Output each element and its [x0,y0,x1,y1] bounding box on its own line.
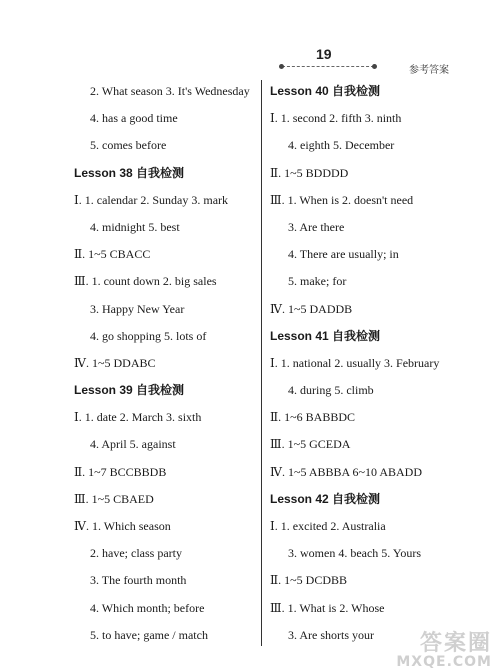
answer-section-row: Ⅱ. 1~7 BCCBBDB [74,464,167,479]
answer-section-row: Ⅰ. 1. date 2. March 3. sixth [74,410,202,425]
answer-section-row: Ⅳ. 1~5 ABBBA 6~10 ABADD [270,464,422,479]
lesson-heading: Lesson 42 自我检测 [270,491,381,506]
header-label: 参考答案 [409,65,449,76]
answer-item-row: 4. There are usually; in [288,247,399,262]
answer-item-row: 3. The fourth month [90,573,187,588]
answer-item-row: 4. during 5. climb [288,383,374,398]
lesson-heading: Lesson 40 自我检测 [270,84,381,98]
answer-section-row: Ⅱ. 1~5 CBACC [74,247,151,262]
answer-item-row: 5. to have; game / match [90,627,208,642]
page-header [0,44,500,74]
right-column [270,78,500,649]
answer-section-row: Ⅳ. 1. Which season [74,519,171,533]
lesson-heading: Lesson 39 自我检测 [74,383,185,398]
answer-section-row: Ⅲ. 1~5 CBAED [74,491,154,506]
lesson-heading: Lesson 38 自我检测 [74,165,185,180]
watermark-top: 答案圈 [419,631,492,656]
answer-item-row: 2. What season 3. It's Wednesday [90,84,250,98]
answer-section-row: Ⅰ. 1. excited 2. Australia [270,519,386,533]
answer-item-row: 3. women 4. beach 5. Yours [288,546,421,561]
answer-section-row: Ⅰ. 1. calendar 2. Sunday 3. mark [74,192,229,207]
answer-section-row: Ⅲ. 1. count down 2. big sales [74,274,217,289]
answer-item-row: 4. go shopping 5. lots of [90,328,207,343]
answer-item-row: 5. make; for [288,274,347,289]
answer-section-row: Ⅱ. 1~5 DCDBB [270,573,347,588]
answer-section-row: Ⅲ. 1. When is 2. doesn't need [270,192,414,207]
answer-section-row: Ⅱ. 1~6 BABBDC [270,410,355,425]
answer-section-row: Ⅳ. 1~5 DADDB [270,301,353,316]
answer-item-row: 3. Happy New Year [90,301,185,316]
answer-item-row: 5. comes before [90,138,167,153]
answer-item-row: 4. Which month; before [90,600,205,615]
answer-section-row: Ⅱ. 1~5 BDDDD [270,165,349,180]
watermark-logo [396,633,492,669]
answer-section-row: Ⅰ. 1. second 2. fifth 3. ninth [270,111,402,126]
header-dashed-rule [282,66,374,67]
answer-section-row: Ⅲ. 1~5 GCEDA [270,437,351,452]
answer-item-row: 4. has a good time [90,111,178,126]
answer-item-row: 2. have; class party [90,546,182,561]
answer-item-row: 4. April 5. against [90,437,176,452]
answer-section-row: Ⅰ. 1. national 2. usually 3. February [270,355,440,370]
answer-item-row: 4. midnight 5. best [90,219,180,234]
answer-item-row: 3. Are there [288,219,345,234]
answer-item-row: 3. Are shorts your [288,627,374,642]
answer-section-row: Ⅲ. 1. What is 2. Whose [270,600,385,615]
answer-item-row: 4. eighth 5. December [288,138,395,153]
lesson-heading: Lesson 41 自我检测 [270,328,381,343]
page-number: 19 [316,46,332,62]
answer-section-row: Ⅳ. 1~5 DDABC [74,355,156,370]
watermark-bottom: MXQE.COM [396,654,492,670]
